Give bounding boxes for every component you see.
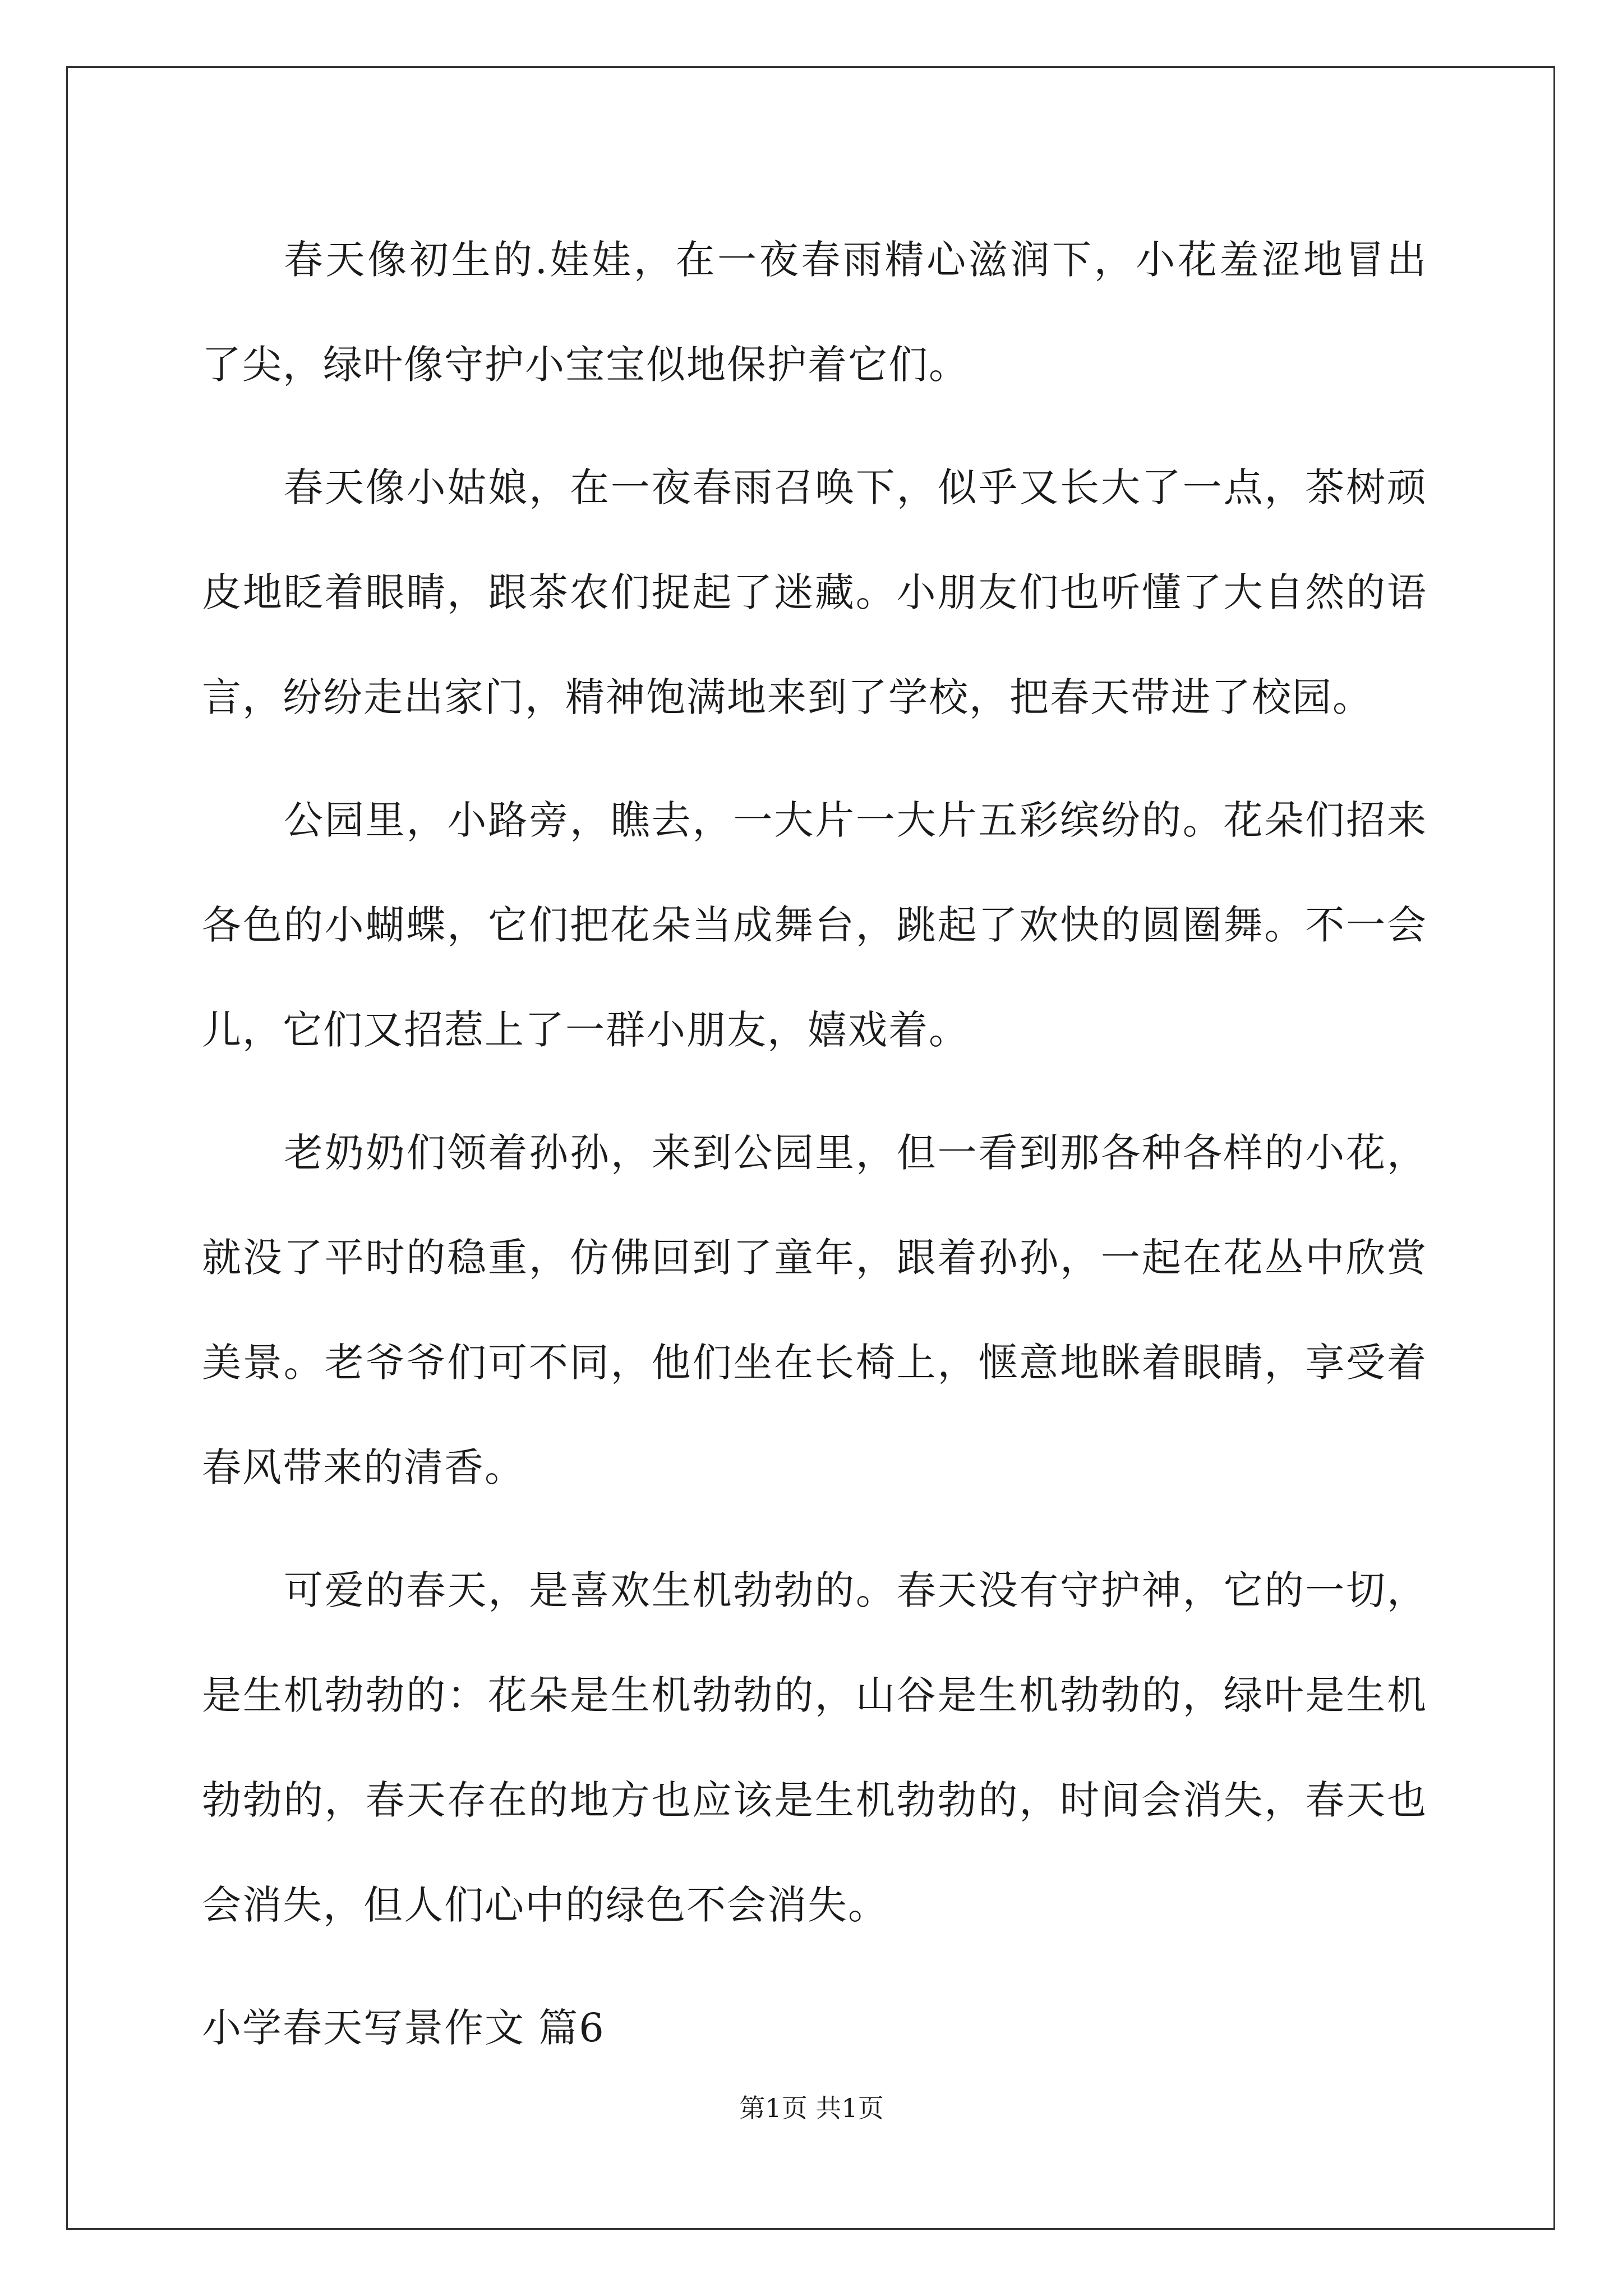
section-heading: 小学春天写景作文 篇6 xyxy=(202,2005,605,2051)
paragraph-4: 老奶奶们领着孙孙，来到公园里，但一看到那各种各样的小花，就没了平时的稳重，仿佛回到了童年，跟着孙孙，一起在花丛中欣赏美景。老爷爷们可不同，他们坐在长椅上，惬意地眯着眼睛，享受着春风带来的清香。 xyxy=(202,1130,1427,1490)
page-footer: 第1页 共1页 xyxy=(739,2093,884,2123)
document-body xyxy=(202,208,1427,2081)
paragraph-5: 可爱的春天，是喜欢生机勃勃的。春天没有守护神，它的一切，是生机勃勃的：花朵是生机勃勃的，山谷是生机勃勃的，绿叶是生机勃勃的，春天存在的地方也应该是生机勃勃的，时间会消失，春天也会消失，但人们心中的绿色不会消失。 xyxy=(202,1567,1427,1928)
paragraph-3: 公园里，小路旁，瞧去，一大片一大片五彩缤纷的。花朵们招来各色的小蝴蝶，它们把花朵当成舞台，跳起了欢快的圆圈舞。不一会儿，它们又招惹上了一群小朋友，嬉戏着。 xyxy=(202,797,1427,1053)
paragraph-1: 春天像初生的.娃娃，在一夜春雨精心滋润下，小花羞涩地冒出了尖，绿叶像守护小宝宝似地保护着它们。 xyxy=(202,237,1427,388)
paragraph-2: 春天像小姑娘，在一夜春雨召唤下，似乎又长大了一点，茶树顽皮地眨着眼睛，跟茶农们捉起了迷藏。小朋友们也听懂了大自然的语言，纷纷走出家门，精神饱满地来到了学校，把春天带进了校园。 xyxy=(202,464,1427,720)
